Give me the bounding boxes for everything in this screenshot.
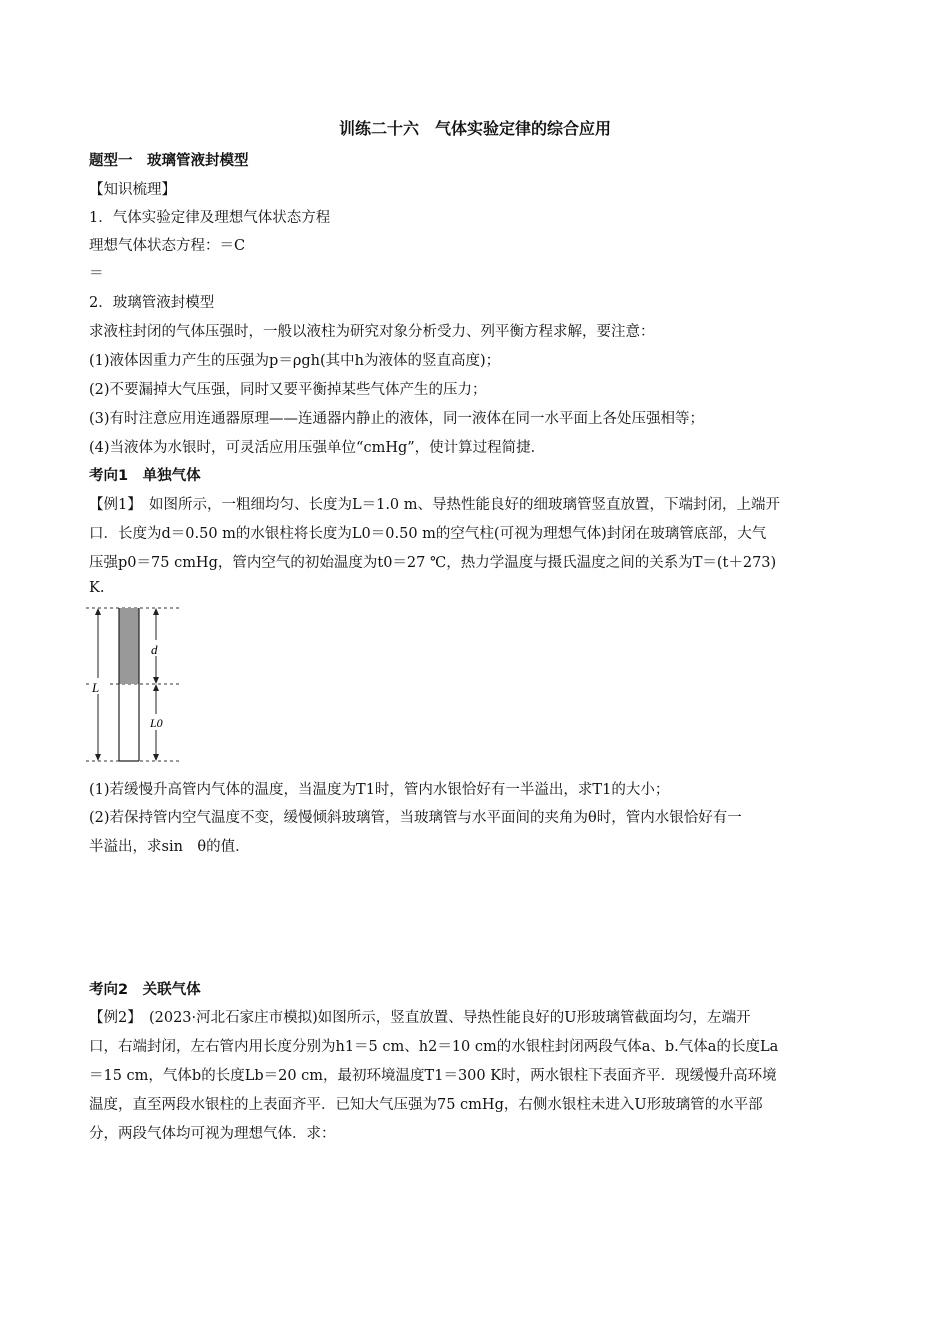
label-L0: L0 [150, 716, 163, 730]
example-1-line-1: 【例1】 如图所示，一粗细均匀、长度为L＝1.0 m、导热性能良好的细玻璃管竖直放置，下端封闭，上端开 [89, 497, 781, 513]
note-3: (3)有时注意应用连通器原理——连通器内静止的液体，同一液体在同一水平面上各处压强相等； [89, 411, 705, 427]
subsection-heading-2: 考向2 关联气体 [89, 982, 201, 998]
example-1-line-2: 口．长度为d＝0.50 m的水银柱将长度为L0＝0.50 m的空气柱(可视为理想气体)封闭在玻璃管底部，大气 [89, 526, 767, 542]
knowledge-item-2: 2．玻璃管液封模型 [89, 295, 215, 311]
label-d: d [151, 642, 158, 657]
example-2-line-3: ＝15 cm，气体b的长度Lb＝20 cm，最初环境温度T1＝300 K时，两水银柱下表面齐平．现缓慢升高环境 [89, 1068, 777, 1084]
knowledge-label: 【知识梳理】 [89, 182, 176, 198]
subsection-heading-1: 考向1 单独气体 [89, 468, 201, 484]
knowledge-item-1: 1．气体实验定律及理想气体状态方程 [89, 210, 331, 226]
question-2-line-2: 半溢出，求sin θ的值． [89, 839, 250, 855]
page-title: 训练二十六 气体实验定律的综合应用 [338, 119, 611, 138]
section-heading: 题型一 玻璃管液封模型 [89, 153, 249, 169]
label-L: L [92, 680, 100, 695]
example-2-line-1: 【例2】 (2023·河北石家庄市模拟)如图所示，竖直放置、导热性能良好的U形玻璃管截面均匀，左端开 [89, 1010, 751, 1026]
knowledge-intro: 求液柱封闭的气体压强时，一般以液柱为研究对象分析受力、列平衡方程求解，要注意： [89, 324, 655, 340]
note-4: (4)当液体为水银时，可灵活应用压强单位“cmHg”，使计算过程简捷． [89, 440, 546, 456]
state-equation: 理想气体状态方程：＝C [89, 238, 246, 254]
mercury-column [119, 608, 139, 684]
example-2-line-5: 分，两段气体均可视为理想气体．求： [89, 1126, 336, 1142]
example-1-line-4: K. [89, 580, 105, 596]
example-2-line-2: 口，右端封闭，左右管内用长度分别为h1＝5 cm、h2＝10 cm的水银柱封闭两段气体a、b.气体a的长度La [89, 1039, 779, 1055]
note-1: (1)液体因重力产生的压强为p＝ρgh(其中h为液体的竖直高度)； [89, 353, 501, 369]
note-2: (2)不要漏掉大气压强，同时又要平衡掉某些气体产生的压力； [89, 382, 487, 398]
question-1: (1)若缓慢升高管内气体的温度，当温度为T1时，管内水银恰好有一半溢出，求T1的大小； [89, 782, 670, 798]
example-2-line-4: 温度，直至两段水银柱的上表面齐平．已知大气压强为75 cmHg，右侧水银柱未进入U形玻璃管的水平部 [89, 1097, 763, 1113]
example-1-line-3: 压强p0＝75 cmHg，管内空气的初始温度为t0＝27 ℃，热力学温度与摄氏温度之间的关系为T＝(t＋273) [89, 555, 777, 571]
glass-tube-figure [86, 600, 186, 770]
question-2-line-1: (2)若保持管内空气温度不变，缓慢倾斜玻璃管，当玻璃管与水平面间的夹角为θ时，管内水银恰好有一 [89, 810, 742, 826]
state-equation-continued: ＝ [89, 266, 104, 282]
